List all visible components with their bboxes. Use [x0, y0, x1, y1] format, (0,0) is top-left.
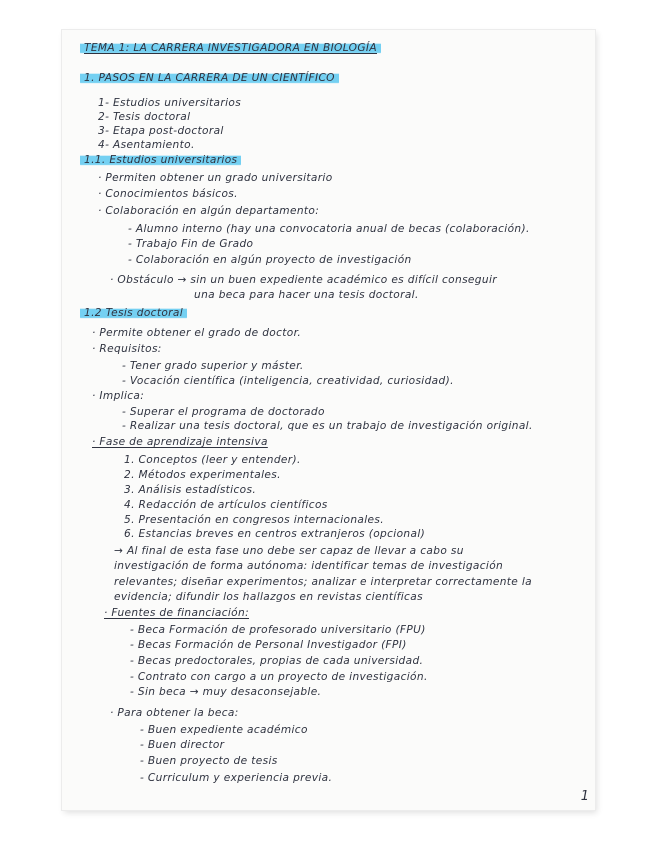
- note-line: [130, 671, 428, 684]
- note-line: [114, 576, 532, 589]
- note-line: [128, 254, 412, 267]
- note-line: [194, 289, 419, 302]
- note-line-text: - Buen proyecto de tesis: [140, 755, 278, 767]
- note-line: [130, 655, 423, 668]
- note-line-text: · Implica:: [92, 390, 145, 402]
- note-line-text: - Tener grado superior y máster.: [122, 360, 304, 372]
- note-line: [130, 639, 407, 652]
- note-line-text: 1. Conceptos (leer y entender).: [124, 454, 301, 466]
- note-line-text: · Fuentes de financiación:: [104, 607, 249, 619]
- highlighted-heading: [80, 154, 241, 167]
- note-line-text: 4- Asentamiento.: [98, 139, 195, 151]
- note-line: [140, 755, 278, 768]
- note-line-text: investigación de forma autónoma: identificar temas de investigación: [114, 560, 504, 572]
- note-line-text: 1.1. Estudios universitarios: [80, 154, 241, 166]
- note-line-text: - Beca Formación de profesorado universitario (FPU): [130, 624, 426, 636]
- note-line: [98, 172, 333, 185]
- note-line: [110, 707, 239, 720]
- note-line: [140, 724, 308, 737]
- note-line: [124, 528, 425, 541]
- note-line: [92, 327, 301, 340]
- note-line-text: TEMA 1: LA CARRERA INVESTIGADORA EN BIOLOGÍA: [80, 42, 381, 54]
- note-line: [98, 205, 319, 218]
- note-line-text: 6. Estancias breves en centros extranjeros (opcional): [124, 528, 426, 540]
- note-line: [114, 545, 464, 558]
- note-line-text: · Colaboración en algún departamento:: [98, 205, 320, 217]
- note-line-text: - Vocación científica (inteligencia, creatividad, curiosidad).: [122, 375, 454, 387]
- note-line-text: - Buen director: [140, 739, 225, 751]
- note-line-text: 3- Etapa post-doctoral: [98, 125, 224, 137]
- note-line-text: · Conocimientos básicos.: [98, 188, 238, 200]
- page-number: 1: [580, 789, 589, 804]
- note-line: [130, 686, 321, 699]
- note-line-text: · Permiten obtener un grado universitario: [98, 172, 333, 184]
- highlighted-heading: [80, 307, 187, 320]
- note-line: [140, 739, 224, 752]
- note-line: [92, 436, 268, 449]
- note-line-text: → Al final de esta fase uno debe ser capaz de llevar a cabo su: [114, 545, 464, 557]
- note-line: [98, 188, 238, 201]
- note-line: [92, 343, 162, 356]
- note-line: [128, 238, 253, 251]
- handwritten-notes: [62, 30, 595, 810]
- note-line-text: 4. Redacción de artículos científicos: [124, 499, 328, 511]
- note-line-text: - Becas Formación de Personal Investigador (FPI): [130, 639, 407, 651]
- note-line: [110, 274, 497, 287]
- note-line-text: 1. PASOS EN LA CARRERA DE UN CIENTÍFICO: [80, 72, 339, 84]
- note-line: [98, 139, 195, 152]
- note-line: [114, 591, 423, 604]
- note-line-text: · Obstáculo → sin un buen expediente académico es difícil conseguir: [110, 274, 497, 286]
- note-line: [124, 514, 384, 527]
- note-line-text: - Superar el programa de doctorado: [122, 406, 325, 418]
- note-line: [124, 484, 256, 497]
- notebook-page: [62, 30, 595, 810]
- note-line: [98, 125, 224, 138]
- note-line: [124, 454, 301, 467]
- note-line: [122, 360, 304, 373]
- note-line-text: 5. Presentación en congresos internacionales.: [124, 514, 385, 526]
- note-line-text: 1.2 Tesis doctoral: [80, 307, 187, 319]
- highlighted-heading: [80, 42, 381, 55]
- note-line-text: · Fase de aprendizaje intensiva: [92, 436, 268, 448]
- note-line-text: - Colaboración en algún proyecto de investigación: [128, 254, 412, 266]
- note-line-text: - Curriculum y experiencia previa.: [140, 772, 333, 784]
- note-line: [140, 772, 332, 785]
- note-line: [114, 560, 503, 573]
- note-line: [128, 223, 530, 236]
- note-line-text: · Para obtener la beca:: [110, 707, 239, 719]
- note-line-text: evidencia; difundir los hallazgos en revistas científicas: [114, 591, 423, 603]
- note-line-text: 3. Análisis estadísticos.: [124, 484, 257, 496]
- note-line-text: 2. Métodos experimentales.: [124, 469, 281, 481]
- note-line: [98, 111, 190, 124]
- note-line-text: una beca para hacer una tesis doctoral.: [194, 289, 419, 301]
- note-line: [122, 375, 454, 388]
- note-line: [122, 406, 325, 419]
- note-line-text: · Requisitos:: [92, 343, 162, 355]
- note-line: [98, 97, 241, 110]
- note-line-text: - Trabajo Fin de Grado: [128, 238, 254, 250]
- note-line: [124, 469, 281, 482]
- note-line: [122, 420, 533, 433]
- note-line: [92, 390, 144, 403]
- note-line-text: - Alumno interno (hay una convocatoria anual de becas (colaboración).: [128, 223, 530, 235]
- highlighted-heading: [80, 72, 339, 85]
- note-line-text: - Buen expediente académico: [140, 724, 308, 736]
- note-line-text: - Realizar una tesis doctoral, que es un trabajo de investigación original.: [122, 420, 533, 432]
- note-line-text: 2- Tesis doctoral: [98, 111, 191, 123]
- note-line-text: - Sin beca → muy desaconsejable.: [130, 686, 322, 698]
- note-line-text: - Becas predoctorales, propias de cada universidad.: [130, 655, 424, 667]
- note-line: [130, 624, 426, 637]
- note-line: [124, 499, 328, 512]
- note-line-text: - Contrato con cargo a un proyecto de investigación.: [130, 671, 428, 683]
- note-line-text: relevantes; diseñar experimentos; analizar e interpretar correctamente la: [114, 576, 533, 588]
- note-line-text: · Permite obtener el grado de doctor.: [92, 327, 302, 339]
- note-line: [104, 607, 249, 620]
- note-line-text: 1- Estudios universitarios: [98, 97, 242, 109]
